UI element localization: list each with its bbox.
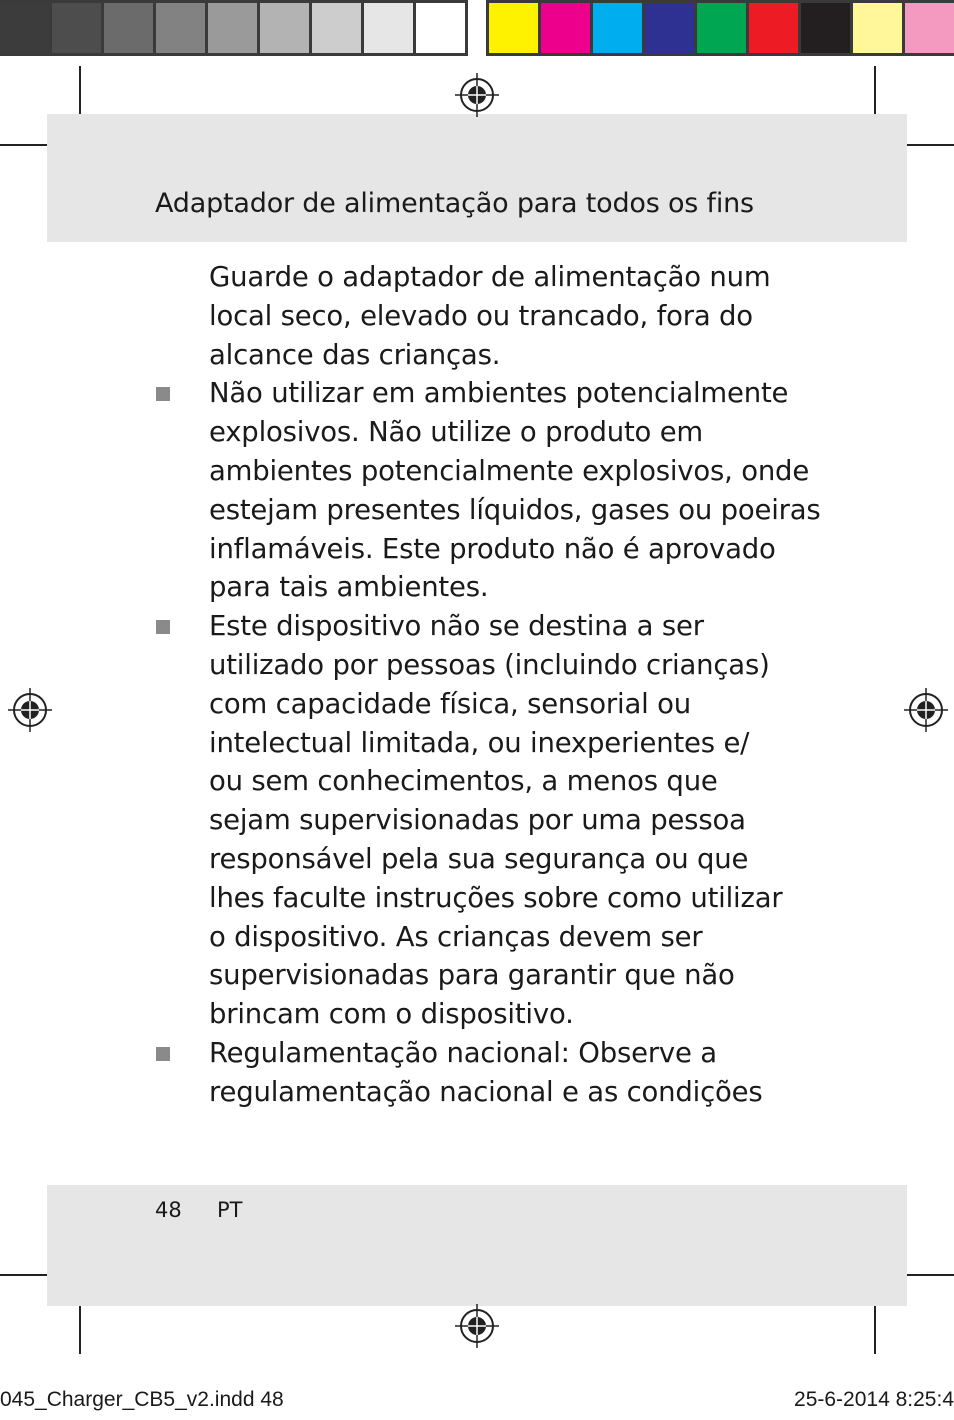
crop-mark <box>79 1298 81 1354</box>
text-line: intelectual limitada, ou inexperientes e/ <box>209 726 750 759</box>
color-swatch <box>416 3 465 53</box>
registration-mark-icon <box>455 1304 499 1348</box>
registration-mark-icon <box>8 688 52 732</box>
square-bullet-icon <box>156 374 176 416</box>
bullet-item <box>155 1034 855 1112</box>
color-swatch <box>0 3 52 53</box>
color-swatch <box>156 3 208 53</box>
color-swatch <box>645 3 697 53</box>
text-line: Este dispositivo não se destina a ser <box>209 610 704 643</box>
text-line: Guarde o adaptador de alimentação num <box>209 261 771 293</box>
color-swatch <box>541 3 593 53</box>
slug-datetime: 25-6-2014 8:25:4 <box>794 1388 954 1411</box>
grayscale-color-bar <box>0 0 468 56</box>
color-swatch <box>489 3 541 53</box>
color-swatch <box>593 3 645 53</box>
slug-filename: 045_Charger_CB5_v2.indd 48 <box>0 1388 284 1411</box>
color-swatch <box>52 3 104 53</box>
bullet-item <box>155 374 855 607</box>
text-line: ambientes potencialmente explosivos, onde <box>209 454 810 487</box>
color-swatch <box>697 3 749 53</box>
color-swatch <box>208 3 260 53</box>
text-line: lhes faculte instruções sobre como utilizar <box>209 881 783 914</box>
text-line: para tais ambientes. <box>209 571 489 604</box>
text-line: o dispositivo. As crianças devem ser <box>209 920 703 953</box>
text-line: brincam com o dispositivo. <box>209 998 574 1031</box>
text-line: estejam presentes líquidos, gases ou poeiras <box>209 493 821 526</box>
registration-mark-icon <box>904 688 948 732</box>
body-text <box>155 258 855 1112</box>
text-line: responsável pela sua segurança ou que <box>209 842 749 875</box>
header-band <box>47 114 907 242</box>
square-bullet-icon <box>156 607 176 649</box>
page-header-title: Adaptador de alimentação para todos os fins <box>155 188 754 219</box>
text-line: Não utilizar em ambientes potencialmente <box>209 377 789 410</box>
text-line: supervisionadas para garantir que não <box>209 959 735 992</box>
cmyk-color-bar <box>486 0 954 56</box>
text-line: explosivos. Não utilize o produto em <box>209 416 704 449</box>
text-line: com capacidade física, sensorial ou <box>209 687 691 720</box>
text-line: local seco, elevado ou trancado, fora do <box>209 299 753 332</box>
text-line: inflamáveis. Este produto não é aprovado <box>209 532 776 565</box>
bullet-item <box>155 607 855 1034</box>
text-line: sejam supervisionadas por uma pessoa <box>209 804 746 837</box>
color-swatch <box>749 3 801 53</box>
color-swatch <box>801 3 853 53</box>
text-line: utilizado por pessoas (incluindo crianças) <box>209 648 770 681</box>
intro-paragraph <box>155 258 855 374</box>
square-bullet-icon <box>156 1034 176 1076</box>
color-swatch <box>853 3 905 53</box>
color-swatch <box>260 3 312 53</box>
text-line: ou sem conhecimentos, a menos que <box>209 765 718 798</box>
color-swatch <box>364 3 416 53</box>
color-swatch <box>905 3 954 53</box>
color-swatch <box>312 3 364 53</box>
text-line: Regulamentação nacional: Observe a <box>209 1036 717 1069</box>
text-line: alcance das crianças. <box>209 338 501 371</box>
text-line: regulamentação nacional e as condições <box>209 1075 763 1108</box>
crop-mark <box>874 1298 876 1354</box>
registration-mark-icon <box>455 73 499 117</box>
color-swatch <box>104 3 156 53</box>
page-number: 48 <box>155 1198 182 1222</box>
language-code: PT <box>217 1198 243 1222</box>
